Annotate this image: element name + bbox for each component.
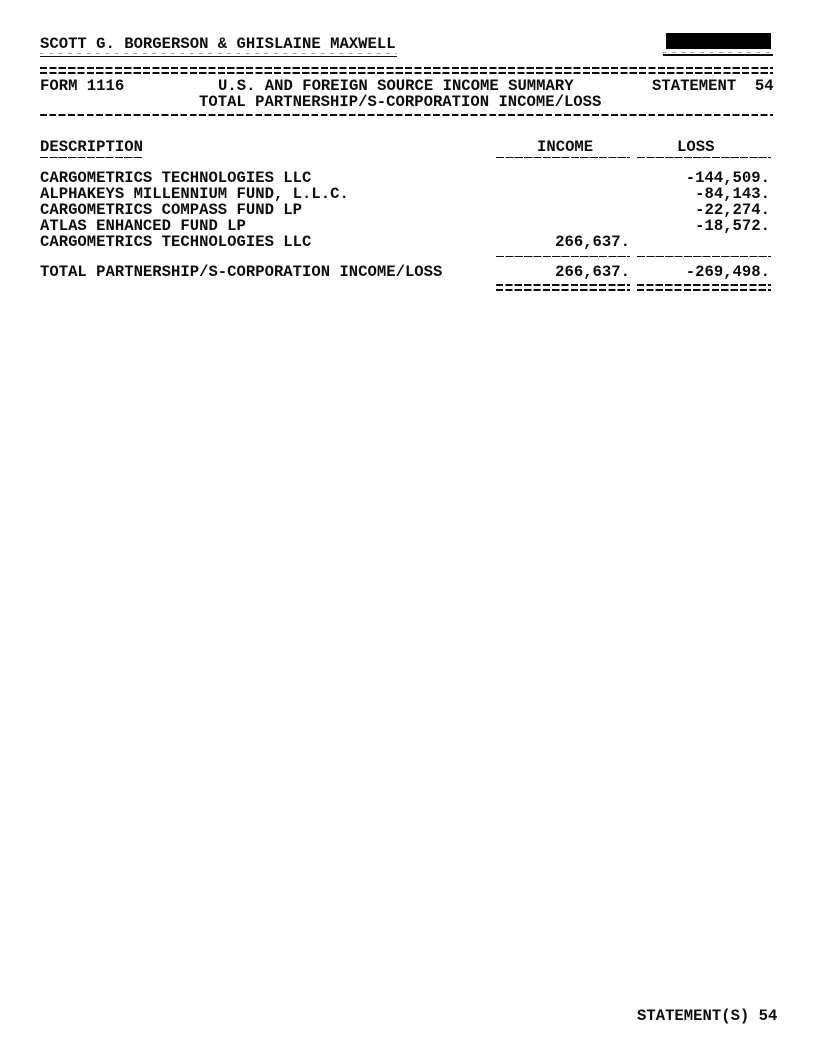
row-description: ALPHAKEYS MILLENNIUM FUND, L.L.C. bbox=[40, 185, 349, 203]
row-loss-value: -22,274. bbox=[695, 201, 770, 219]
income-header-rule bbox=[496, 157, 630, 159]
row-loss-value: -144,509. bbox=[685, 169, 770, 187]
total-label: TOTAL PARTNERSHIP/S-CORPORATION INCOME/LOSS bbox=[40, 263, 443, 281]
row-description: CARGOMETRICS TECHNOLOGIES LLC bbox=[40, 169, 312, 187]
redaction-box bbox=[666, 33, 771, 49]
row-loss-value: -84,143. bbox=[695, 185, 770, 203]
income-total-double-rule-bottom bbox=[496, 289, 630, 291]
loss-header-rule bbox=[637, 157, 771, 159]
loss-total-double-rule-top bbox=[637, 284, 771, 286]
redaction-underline-dashes bbox=[663, 52, 773, 53]
page-footer-statement-label: STATEMENT(S) 54 bbox=[637, 1007, 778, 1025]
loss-total-double-rule-bottom bbox=[637, 289, 771, 291]
statement-title-line2: TOTAL PARTNERSHIP/S-CORPORATION INCOME/LOSS bbox=[199, 93, 602, 111]
column-header-description: DESCRIPTION bbox=[40, 138, 143, 156]
taxpayer-name-underline bbox=[40, 56, 397, 58]
row-description: CARGOMETRICS COMPASS FUND LP bbox=[40, 201, 303, 219]
description-header-rule bbox=[40, 157, 143, 159]
column-header-loss: LOSS bbox=[677, 138, 715, 156]
row-income-value: 266,637. bbox=[555, 233, 630, 251]
total-loss-value: -269,498. bbox=[685, 263, 770, 281]
header-separator-top-line bbox=[40, 67, 773, 69]
header-separator-bottom-line bbox=[40, 72, 773, 74]
income-total-double-rule-top bbox=[496, 284, 630, 286]
title-separator-line bbox=[40, 114, 773, 116]
taxpayer-name-underline-dashes bbox=[40, 53, 397, 54]
redaction-underline bbox=[663, 54, 773, 56]
column-header-income: INCOME bbox=[537, 138, 594, 156]
statement-title-line1: U.S. AND FOREIGN SOURCE INCOME SUMMARY bbox=[218, 77, 574, 95]
row-description: CARGOMETRICS TECHNOLOGIES LLC bbox=[40, 233, 312, 251]
row-loss-value: -18,572. bbox=[695, 217, 770, 235]
taxpayer-name: SCOTT G. BORGERSON & GHISLAINE MAXWELL bbox=[40, 35, 396, 53]
income-total-rule bbox=[496, 256, 630, 258]
loss-total-rule bbox=[637, 256, 771, 258]
form-label: FORM 1116 bbox=[40, 77, 125, 95]
statement-number-label: STATEMENT 54 bbox=[652, 77, 774, 95]
row-description: ATLAS ENHANCED FUND LP bbox=[40, 217, 246, 235]
total-income-value: 266,637. bbox=[555, 263, 630, 281]
